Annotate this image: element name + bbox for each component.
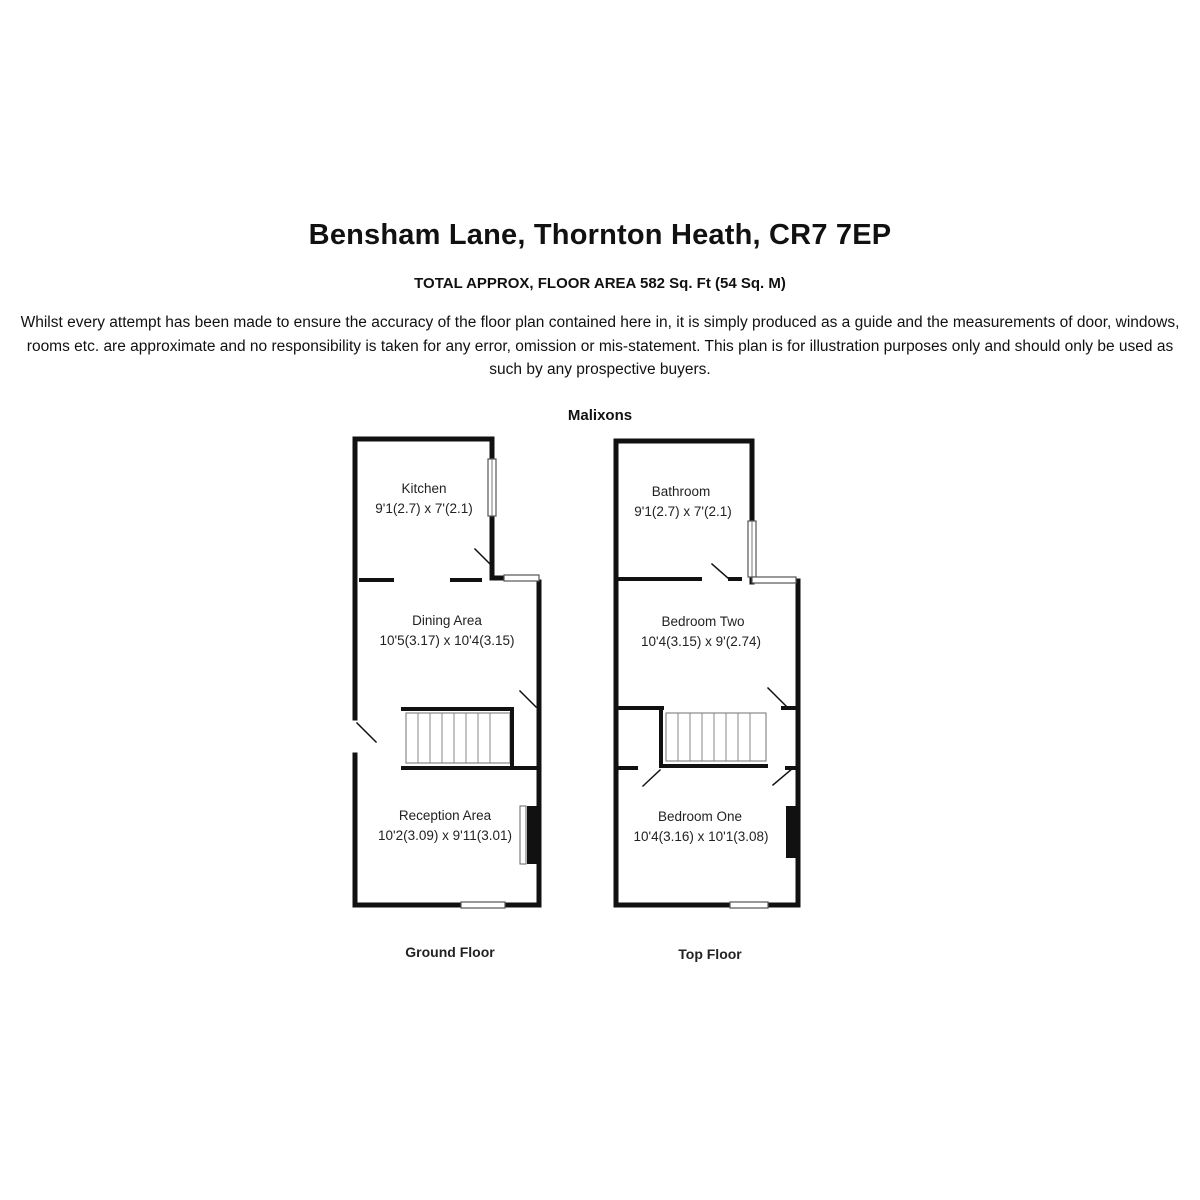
bedroom-one-chimney bbox=[786, 806, 798, 858]
bathroom-label: Bathroom bbox=[651, 484, 711, 499]
reception-label: Reception Area bbox=[398, 808, 492, 823]
bedroom-two-label: Bedroom Two bbox=[661, 614, 745, 629]
agent-name: Malixons bbox=[567, 407, 633, 424]
kitchen-label: Kitchen bbox=[401, 481, 447, 496]
bedroom-one-window bbox=[730, 902, 768, 908]
property-address-title: Bensham Lane, Thornton Heath, CR7 7EP bbox=[308, 219, 892, 251]
bedroom-two-size: 10'4(3.15) x 9'(2.74) bbox=[641, 634, 761, 649]
kitchen-size: 9'1(2.7) x 7'(2.1) bbox=[375, 501, 473, 516]
reception-chimney bbox=[527, 806, 539, 864]
top-staircase bbox=[666, 713, 766, 761]
dining-label: Dining Area bbox=[412, 613, 482, 628]
reception-window bbox=[461, 902, 505, 908]
dining-size: 10'5(3.17) x 10'4(3.15) bbox=[379, 633, 515, 648]
disclaimer-text: Whilst every attempt has been made to ensure the accuracy of the floor plan contained here in, it is simply produced as a guide and the measurements of door, windows, rooms etc. are approximate and no responsibility is taken for any error, omission or mis-statement. This plan is for illustration purposes only and should only be used as such by any prospective buyers. bbox=[20, 314, 1180, 378]
top-floor-label: Top Floor bbox=[678, 946, 742, 962]
reception-size: 10'2(3.09) x 9'11(3.01) bbox=[378, 828, 512, 843]
total-floor-area: TOTAL APPROX, FLOOR AREA 582 Sq. Ft (54 Sq. M) bbox=[414, 275, 786, 292]
bedroom-one-size: 10'4(3.16) x 10'1(3.08) bbox=[633, 829, 769, 844]
dining-window bbox=[504, 575, 539, 581]
bedroom-one-label: Bedroom One bbox=[657, 809, 743, 824]
bedroom-two-window bbox=[752, 577, 796, 583]
ground-staircase bbox=[403, 709, 536, 768]
ground-floor-label: Ground Floor bbox=[405, 944, 495, 960]
bathroom-size: 9'1(2.7) x 7'(2.1) bbox=[634, 504, 732, 519]
